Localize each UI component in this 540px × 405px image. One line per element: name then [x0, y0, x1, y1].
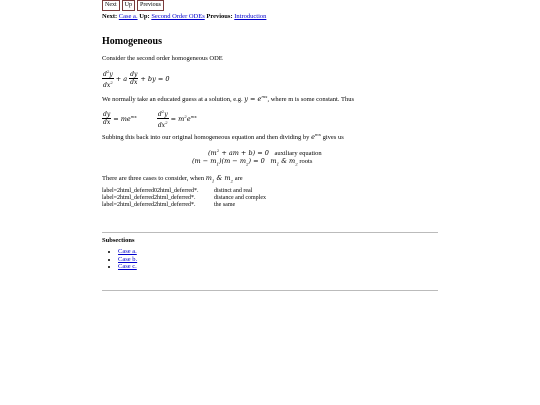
- subbing-paragraph: Subbing this back into our original homogeneous equation and then dividing by $e^{mx}$ gives us: [102, 132, 344, 142]
- previous-link[interactable]: Introduction: [234, 13, 267, 20]
- d2y-dx2-fraction: $\frac{d^2y}{dx^2}$: [103, 69, 113, 89]
- next-label: Next:: [102, 13, 118, 20]
- subbing-text-b: gives us: [322, 134, 344, 142]
- intro-text: Consider the second order homogeneous ODE: [102, 55, 223, 62]
- cases-list: [102, 188, 266, 209]
- up-link[interactable]: Second Order ODEs: [151, 13, 205, 20]
- list-item: [118, 256, 137, 264]
- nav-buttons: [102, 0, 266, 11]
- previous-button[interactable]: Previous: [137, 0, 164, 11]
- nav-links: [102, 13, 266, 20]
- roots-label: roots: [299, 158, 313, 165]
- list-item: [118, 248, 137, 256]
- auxiliary-equation-label: auxiliary equation: [274, 150, 322, 158]
- up-label: Up:: [139, 13, 150, 20]
- dy-dx-fraction: $\frac{dy}{dx}$: [130, 71, 138, 86]
- derivative-equations: $\frac{dy}{dx}$ = $me^{mx}$ $\frac{d^2y}{dx^2}$ = $m^2e^{mx}$: [103, 109, 197, 129]
- auxiliary-equation: ($m^2$ + am + b) = 0 auxiliary equation: [208, 148, 322, 158]
- up-button[interactable]: Up: [122, 0, 135, 11]
- subsection-link-case-c[interactable]: Case c.: [118, 263, 137, 270]
- roots-equation: $(m - m_1)(m - m_2) = 0$ $m_1$ & $m_2$ roots: [192, 157, 313, 167]
- navigation-panel: [102, 0, 266, 20]
- ode-equation: $\frac{d^2y}{dx^2}$ + a $\frac{dy}{dx}$ + by = 0: [103, 69, 170, 89]
- subsection-link-case-a[interactable]: Case a.: [118, 248, 137, 255]
- subbing-text-a: Subbing this back into our original homogeneous equation and then dividing by: [102, 134, 310, 142]
- guess-text-a: We normally take an educated guess at a solution, e.g.: [102, 96, 243, 104]
- divider-bottom: [102, 290, 438, 291]
- subsections-list: [118, 248, 137, 271]
- guess-text-b: , where m is some constant. Thus: [267, 96, 354, 104]
- previous-label: Previous:: [206, 13, 233, 20]
- subsections-title: Subsections: [102, 237, 135, 244]
- cases-intro: There are three cases to consider, when $m_1$ & $m_2$ are: [102, 174, 243, 184]
- subsection-link-case-b[interactable]: Case b.: [118, 255, 138, 263]
- case-row: label=2html_deferred2html_deferred*. the same: [102, 202, 236, 208]
- divider-top: [102, 232, 438, 233]
- guess-math: $y = e^{mx}$: [244, 94, 268, 104]
- case-row: label=2html_deferred02html_deferred*. distinct and real: [102, 188, 253, 194]
- next-button[interactable]: Next: [102, 0, 120, 11]
- list-item: [118, 263, 137, 271]
- guess-paragraph: [102, 94, 354, 103]
- next-link[interactable]: Case a.: [118, 13, 138, 20]
- case-row: label=2html_deferred2html_deferred*. distance and complex: [102, 195, 266, 201]
- page-title: Homogeneous: [102, 36, 162, 47]
